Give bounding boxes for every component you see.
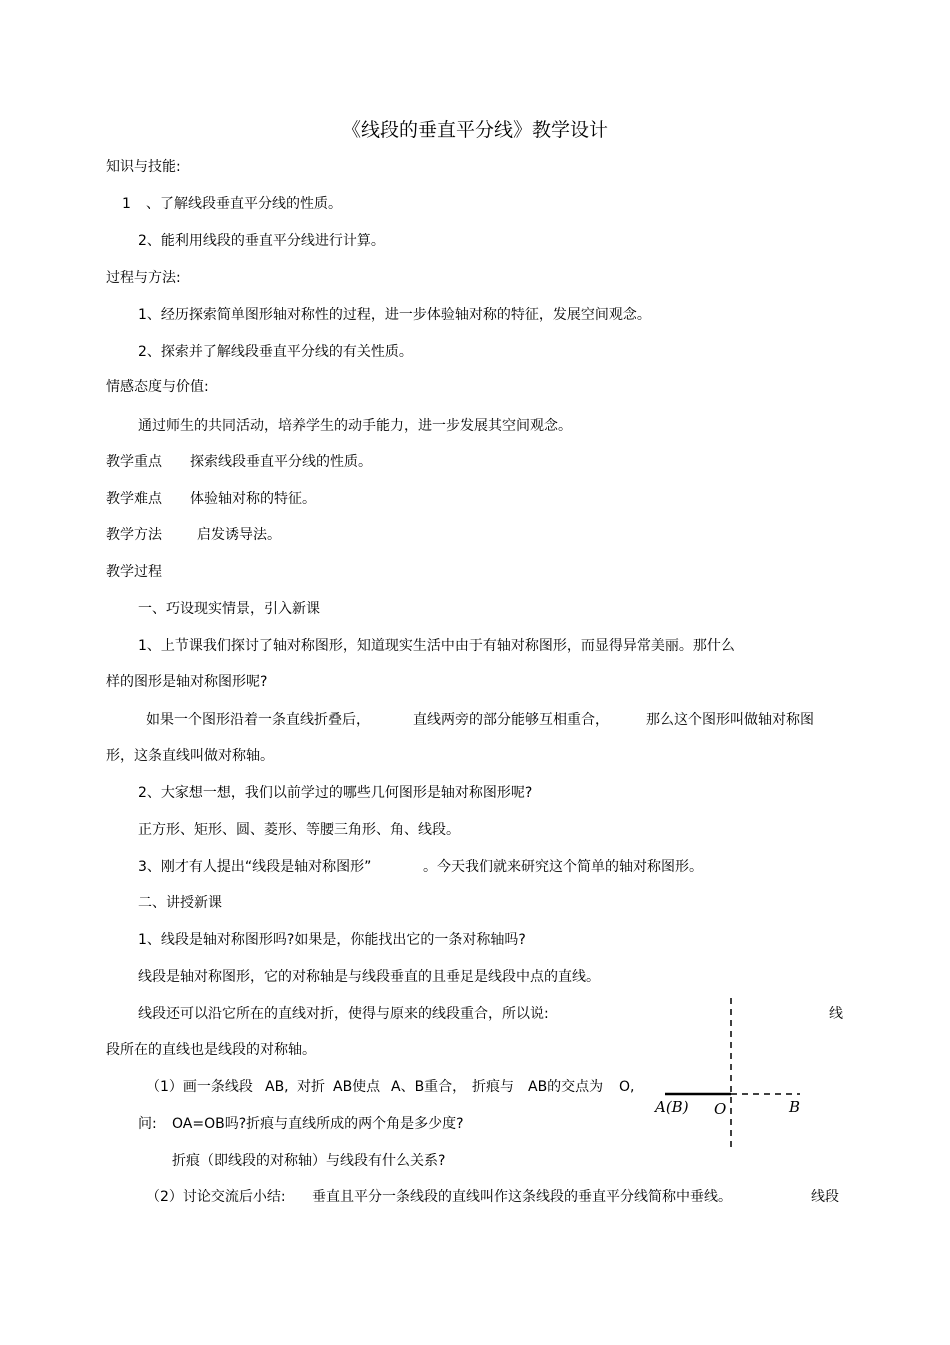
difficulty-label: 教学难点 [106,491,162,507]
s2-answer1: 线段是轴对称图形，它的对称轴是与线段垂直的且垂足是线段中点的直线。 [138,969,600,985]
s1-para3: 2、大家想一想，我们以前学过的哪些几何图形是轴对称图形呢? [138,785,533,801]
label-a-b: A(B) [655,1098,689,1116]
s1-para2-part2: 直线两旁的部分能够互相重合， [413,712,609,728]
s2-item1-a: （1）画一条线段 [146,1079,253,1095]
s2-item2-b: OA=OB吗?折痕与直线所成的两个角是多少度? [172,1116,464,1132]
s1-para5-part1: 3、刚才有人提出“线段是轴对称图形” [138,859,372,875]
s2-question1: 1、线段是轴对称图形吗?如果是，你能找出它的一条对称轴吗? [138,932,526,948]
perpendicular-bisector-diagram [650,995,820,1155]
teaching-process-heading: 教学过程 [106,564,162,580]
s2-item4-b: 垂直且平分一条线段的直线叫作这条线段的垂直平分线简称中垂线。 [312,1189,732,1205]
section2-heading: 二、讲授新课 [138,895,222,911]
p2-text: 2、探索并了解线段垂直平分线的有关性质。 [138,344,413,360]
knowledge-heading: 知识与技能: [106,159,181,175]
s2-item4-a: （2）讨论交流后小结: [146,1189,286,1205]
page-title: 《线段的垂直平分线》教学设计 [341,119,608,141]
s2-para1-line1: 线段还可以沿它所在的直线对折，使得与原来的线段重合，所以说: [138,1006,549,1022]
s2-item3: 折痕（即线段的对称轴）与线段有什么关系? [172,1153,446,1169]
focus-text: 探索线段垂直平分线的性质。 [190,454,372,470]
k1-text: 、了解线段垂直平分线的性质。 [146,196,342,212]
k1-number: 1 [122,196,131,212]
label-b: B [789,1098,801,1116]
s2-item1-c: 对折 [297,1079,325,1095]
s1-para2-line2: 形，这条直线叫做对称轴。 [106,748,274,764]
emotion-heading: 情感态度与价值: [106,379,209,395]
process-heading: 过程与方法: [106,270,181,286]
method-label: 教学方法 [106,527,162,543]
s2-para1-line2: 段所在的直线也是线段的对称轴。 [106,1042,316,1058]
s1-para4: 正方形、矩形、圆、菱形、等腰三角形、角、线段。 [138,822,460,838]
s2-item1-d: AB使点 [333,1079,381,1095]
e1-text: 通过师生的共同活动，培养学生的动手能力，进一步发展其空间观念。 [138,418,572,434]
s2-item1-f: 折痕与 [472,1079,514,1095]
section1-heading: 一、巧设现实情景，引入新课 [138,601,320,617]
k2-text: 2、能利用线段的垂直平分线进行计算。 [138,233,385,249]
s2-item1-h: O, [619,1079,635,1095]
s1-para5-part2: 。今天我们就来研究这个简单的轴对称图形。 [423,859,703,875]
difficulty-text: 体验轴对称的特征。 [190,491,316,507]
s1-para1-line2: 样的图形是轴对称图形呢? [106,674,268,690]
s2-item1-g: AB的交点为 [528,1079,604,1095]
s2-para1-line1-end: 线 [829,1006,843,1022]
s2-item1-e: A、B重合， [391,1079,467,1095]
s1-para2-part3: 那么这个图形叫做轴对称图 [646,712,814,728]
p1-text: 1、经历探索简单图形轴对称性的过程，进一步体验轴对称的特征，发展空间观念。 [138,307,651,323]
s2-item4-c: 线段 [811,1189,839,1205]
method-text: 启发诱导法。 [197,527,281,543]
focus-label: 教学重点 [106,454,162,470]
s1-para2-part1: 如果一个图形沿着一条直线折叠后， [146,712,370,728]
label-o: O [714,1100,727,1118]
s2-item1-b: AB, [265,1079,289,1095]
s2-item2-a: 问: [138,1116,157,1132]
s1-para1-line1: 1、上节课我们探讨了轴对称图形，知道现实生活中由于有轴对称图形，而显得异常美丽。那什么 [138,638,735,654]
